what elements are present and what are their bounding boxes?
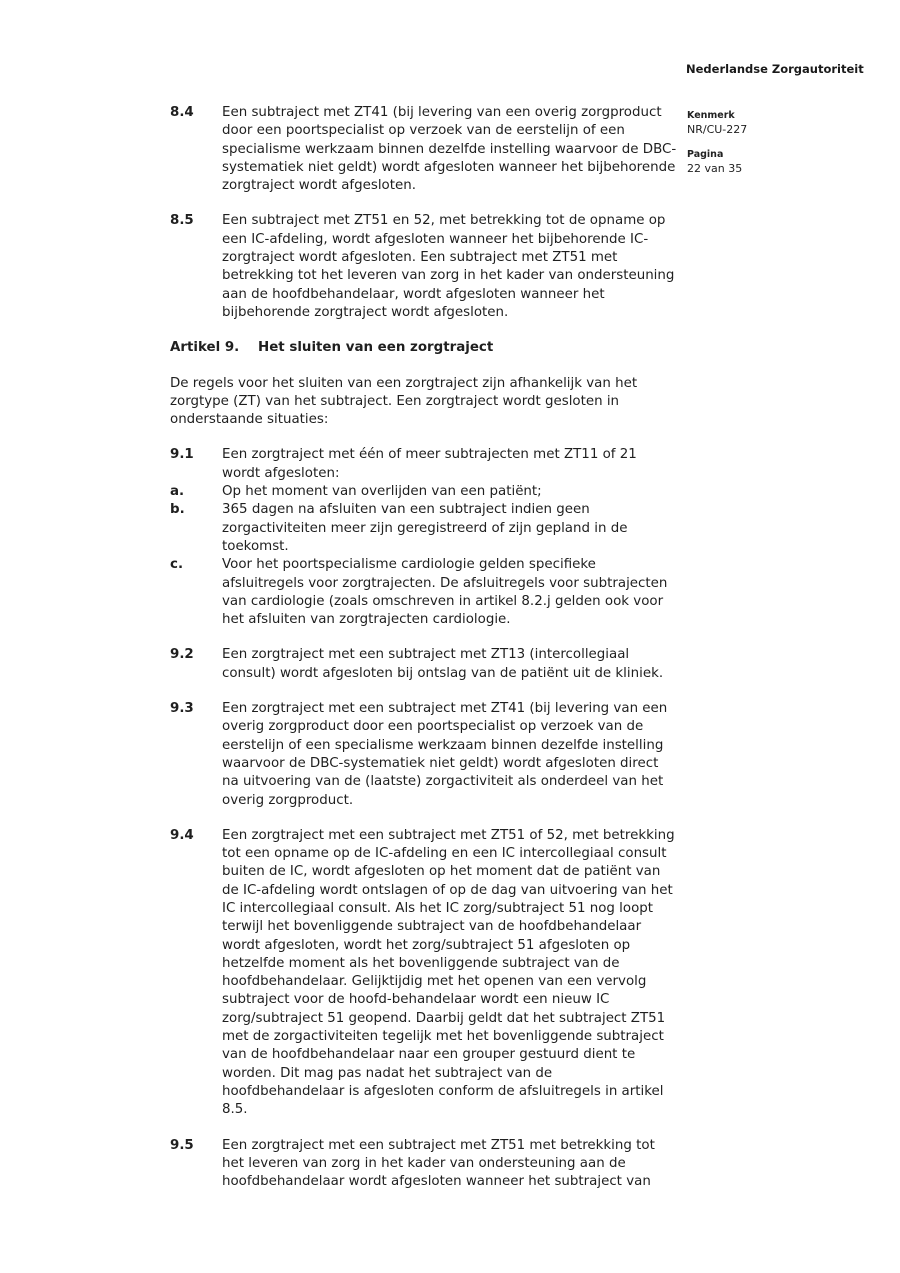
clause-number: 8.4	[170, 105, 194, 120]
clause-9-1-b	[170, 501, 678, 556]
clause-8-4	[170, 104, 678, 195]
clause-number: 9.3	[170, 701, 194, 717]
clause-text: Een subtraject met ZT41 (bij levering van een overig zorgproduct door een poortspecialist op verzoek van de eerstelijn of een specialisme werkzaam binnen dezelfde instelling waarvoor de DBC-systematiek niet geldt) wordt afgesloten wanneer het bijbehorende zorgtraject wordt afgesloten.	[222, 105, 677, 194]
clause-text: Een zorgtraject met een subtraject met ZT13 (intercollegiaal consult) wordt afgesloten bij ontslag van de patiënt uit de kliniek.	[222, 647, 664, 681]
clause-9-1-c	[170, 556, 678, 629]
clause-text: 365 dagen na afsluiten van een subtraject indien geen zorgactiviteiten meer zijn geregistreerd of zijn gepland in de toekomst.	[222, 502, 628, 554]
article-number: Artikel 9.	[170, 340, 240, 356]
list-letter: c.	[170, 557, 184, 573]
pagina-value: 22 van 35	[687, 162, 743, 175]
clause-9-2	[170, 646, 678, 683]
clause-text: Een subtraject met ZT51 en 52, met betrekking tot de opname op een IC-afdeling, wordt afgesloten wanneer het bijbehorende IC-zorgtraject wordt afgesloten. Een subtraject met ZT51 met betrekking tot het leveren van zorg in het kader van ondersteuning aan de hoofdbehandelaar, wordt afgesloten wanneer het bijbehorende zorgtraject wordt afgesloten.	[222, 213, 675, 320]
clause-9-1-a	[170, 483, 678, 501]
clause-text: Een zorgtraject met één of meer subtrajecten met ZT11 of 21 wordt afgesloten:	[222, 447, 637, 481]
pagina-label: Pagina	[687, 149, 724, 160]
clause-text: Een zorgtraject met een subtraject met ZT51 of 52, met betrekking tot een opname op de IC-afdeling en een IC intercollegiaal consult buiten de IC, wordt afgesloten op het moment dat de patiënt van de IC-afdeling wordt ontslagen of op de dag van uitvoering van het IC intercollegiaal consult. Als het IC zorg/subtraject 51 nog loopt terwijl het bovenliggende subtraject van de hoofdbehandelaar wordt afgesloten, wordt het zorg/subtraject 51 afgesloten op hetzelfde moment als het bovenliggende subtraject van de hoofdbehandelaar. Gelijktijdig met het openen van een vervolg subtraject voor de hoofd-behandelaar wordt een nieuw IC zorg/subtraject 51 geopend. Daarbij geldt dat het subtraject ZT51 met de zorgactiviteiten tegelijk met het bovenliggende subtraject van de hoofdbehandelaar naar een grouper gestuurd dient te worden. Dit mag pas nadat het subtraject van de hoofdbehandelaar is afgesloten conform de afsluitregels in artikel 8.5.	[222, 827, 675, 1118]
kenmerk-value: NR/CU-227	[687, 123, 748, 136]
clause-9-5	[170, 1137, 678, 1192]
list-letter: a.	[170, 484, 185, 500]
kenmerk-label: Kenmerk	[687, 110, 735, 121]
clause-9-1-group	[170, 446, 678, 629]
clause-9-1	[170, 446, 678, 483]
article-9-heading	[170, 339, 678, 357]
clause-number: 9.1	[170, 447, 194, 463]
pagina-group	[687, 149, 857, 175]
list-letter: b.	[170, 502, 185, 518]
clause-number: 9.5	[170, 1137, 194, 1153]
article-title: Het sluiten van een zorgtraject	[258, 340, 494, 356]
clause-9-3	[170, 700, 678, 810]
page-meta	[687, 110, 857, 175]
article-intro-paragraph: De regels voor het sluiten van een zorgtraject zijn afhankelijk van het zorgtype (ZT) van het subtraject. Een zorgtraject wordt gesloten in onderstaande situaties:	[170, 375, 638, 428]
organization-header: Nederlandse Zorgautoriteit	[686, 62, 864, 76]
clause-9-4	[170, 827, 678, 1120]
clause-number: 8.5	[170, 213, 194, 229]
document-body	[170, 104, 678, 1208]
clause-8-5	[170, 212, 678, 322]
clause-text: Een zorgtraject met een subtraject met ZT51 met betrekking tot het leveren van zorg in het kader van ondersteuning aan de hoofdbehandelaar wordt afgesloten wanneer het subtraject van	[222, 1137, 655, 1190]
kenmerk-group	[687, 110, 857, 136]
clause-text: Voor het poortspecialisme cardiologie gelden specifieke afsluitregels voor zorgtrajecten. De afsluitregels voor subtrajecten van cardiologie (zoals omschreven in artikel 8.2.j gelden ook voor het afsluiten van zorgtrajecten cardiologie.	[222, 557, 668, 628]
clause-number: 9.4	[170, 827, 194, 843]
clause-number: 9.2	[170, 647, 194, 663]
clause-text: Op het moment van overlijden van een patiënt;	[222, 484, 542, 500]
clause-text: Een zorgtraject met een subtraject met ZT41 (bij levering van een overig zorgproduct door een poortspecialist op verzoek van de eerstelijn of een specialisme werkzaam binnen dezelfde instelling waarvoor de DBC-systematiek niet geldt) wordt afgesloten direct na uitvoering van de (laatste) zorgactiviteit als onderdeel van het overig zorgproduct.	[222, 701, 668, 808]
